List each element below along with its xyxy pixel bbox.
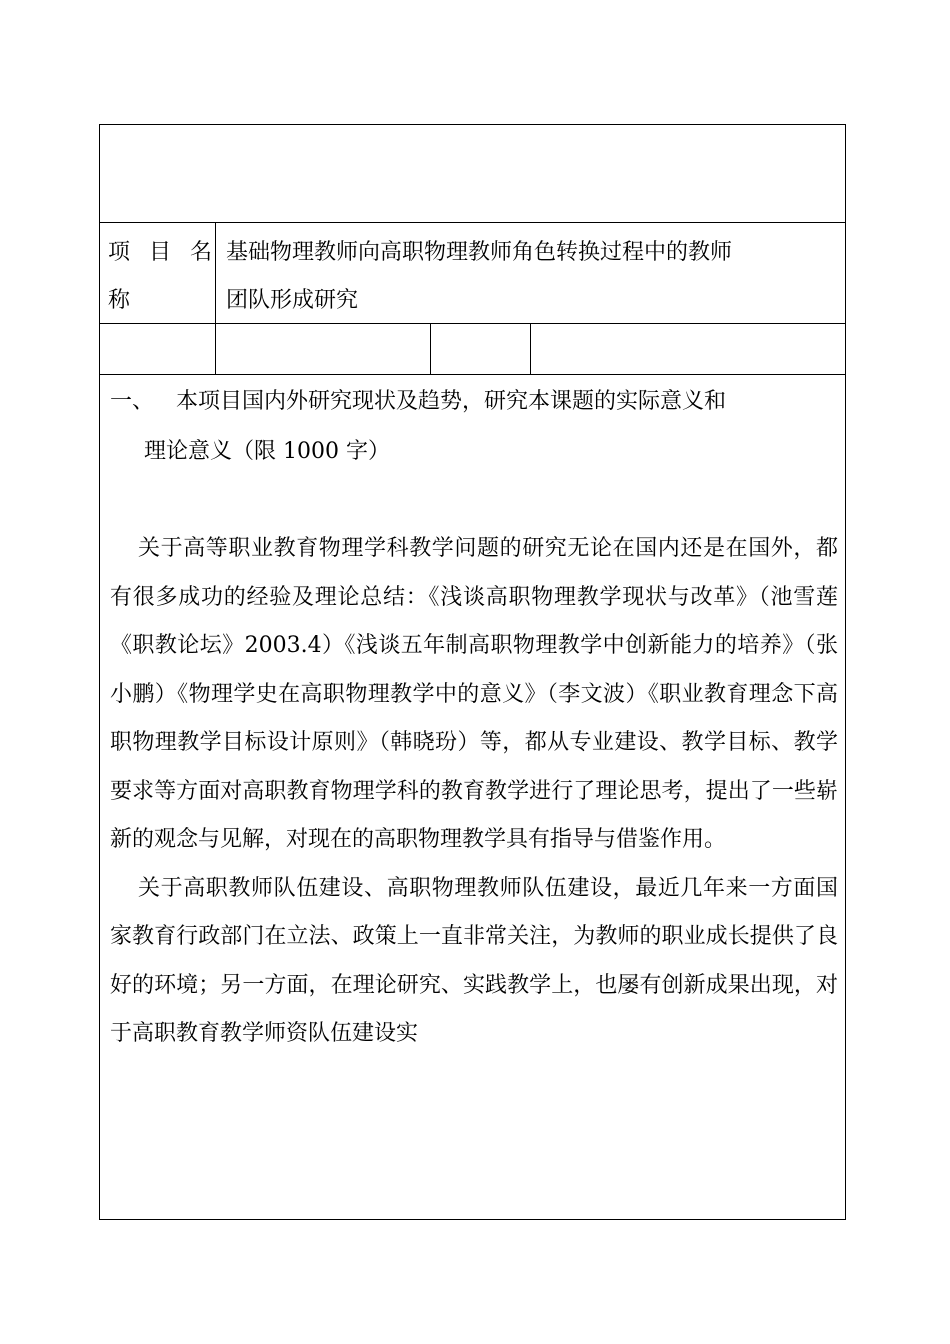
project-name-label [108,229,212,325]
blank-info-row [100,324,845,375]
project-name-label-line2: 称 [108,288,131,313]
column-divider [430,324,431,374]
project-name-value-line2: 团队形成研究 [226,288,359,313]
column-divider [530,324,531,374]
section-title-part1: 本项目国内外研究现状及趋势，研究本课题的实际意义和 [176,389,727,414]
column-divider [215,223,216,323]
column-divider [215,324,216,374]
form-header-empty-row [100,125,845,223]
section-body-row [100,375,845,1219]
body-paragraph: 关于高等职业教育物理学科教学问题的研究无论在国内还是在国外，都有很多成功的经验及理论总结：《浅谈高职物理教学现状与改革》（池雪莲《职教论坛》2003.4）《浅谈五年制高职物理教学中创新能力的培养》（张小鹏）《物理学史在高职物理教学中的意义》（李文波）《职业教育理念下高职物理教学目标设计原则》（韩晓玢）等，都从专业建设、教学目标、教学要求等方面对高职教育物理学科的教育教学进行了理论思考，提出了一些崭新的观念与见解，对现在的高职物理教学具有指导与借鉴作用。 [110,536,838,852]
project-name-row [100,223,845,324]
section-heading [110,377,838,477]
section-number: 一、 [110,389,155,414]
section-paragraphs [110,525,838,1059]
project-name-value [226,229,838,325]
project-name-value-line1: 基础物理教师向高职物理教师角色转换过程中的教师 [226,240,733,265]
application-form-table [99,124,846,1220]
section-heading-line1 [110,377,838,427]
section-heading-line2: 理论意义（限 1000 字） [144,439,390,464]
body-paragraph: 关于高职教师队伍建设、高职物理教师队伍建设，最近几年来一方面国家教育行政部门在立法、政策上一直非常关注，为教师的职业成长提供了良好的环境；另一方面，在理论研究、实践教学上，也屡有创新成果出现，对于高职教育教学师资队伍建设实 [110,875,838,1046]
project-name-label-line1: 项 目 名 [108,240,212,265]
